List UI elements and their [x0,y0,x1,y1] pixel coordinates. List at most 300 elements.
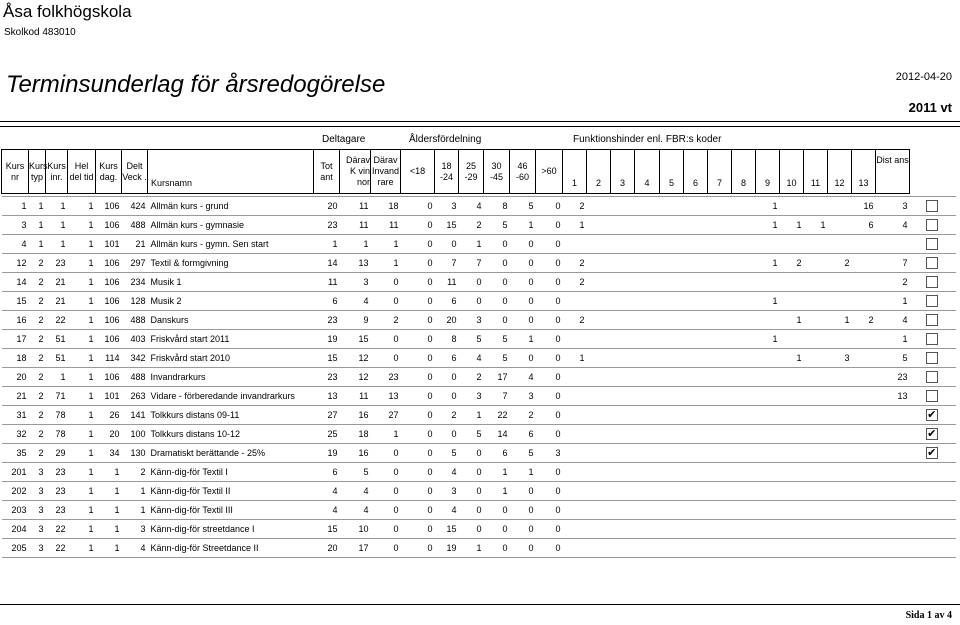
table-cell: 13 [314,387,340,406]
table-cell [635,197,660,216]
table-cell: 14 [484,425,510,444]
checkbox-empty-icon[interactable] [926,295,938,307]
table-cell [852,254,876,273]
table-cell: 1 [29,235,46,254]
school-name: Åsa folkhögskola [3,2,132,21]
table-cell: 0 [510,273,536,292]
table-cell [684,406,708,425]
table-cell [732,273,756,292]
table-cell: 4 [459,349,484,368]
table-cell [611,216,635,235]
table-cell [684,311,708,330]
checkbox-empty-icon[interactable] [926,276,938,288]
dist-cell [910,216,957,235]
table-cell: 2 [29,254,46,273]
table-cell: 202 [2,482,29,501]
course-table [1,149,956,558]
table-cell: 0 [371,292,401,311]
checkbox-empty-icon[interactable] [926,219,938,231]
table-cell [563,368,587,387]
table-cell: 4 [459,197,484,216]
table-cell: 1 [46,197,68,216]
table-cell: 203 [2,501,29,520]
table-cell [708,330,732,349]
dist-cell [910,387,957,406]
table-cell: 11 [340,387,371,406]
table-cell: 1 [122,482,148,501]
table-cell: 0 [536,425,563,444]
checkbox-empty-icon[interactable] [926,257,938,269]
table-cell [804,330,828,349]
table-cell: 0 [484,273,510,292]
table-cell: 1 [510,463,536,482]
col-delt-veck: Delt Veck . [122,150,148,194]
table-cell: 0 [536,406,563,425]
checkbox-checked-icon[interactable]: ✔ [927,447,937,459]
table-row [2,235,957,254]
table-cell: 0 [371,501,401,520]
table-cell: 3 [876,197,910,216]
table-cell [756,501,780,520]
checkbox-empty-icon[interactable] [926,371,938,383]
table-cell [828,425,852,444]
table-cell: 3 [340,273,371,292]
table-cell: 9 [340,311,371,330]
table-cell [708,368,732,387]
table-cell [587,425,611,444]
table-cell [635,292,660,311]
table-cell: 1 [68,292,96,311]
table-cell [660,425,684,444]
table-cell [732,197,756,216]
table-cell: 23 [46,463,68,482]
table-cell [708,425,732,444]
table-cell: 1 [510,330,536,349]
table-cell: 0 [510,235,536,254]
table-cell: 1 [780,349,804,368]
table-cell: 2 [29,349,46,368]
table-cell: 0 [401,292,435,311]
table-cell: 4 [435,463,459,482]
table-cell [708,406,732,425]
table-cell [660,349,684,368]
table-cell: 5 [510,444,536,463]
table-cell: 2 [29,368,46,387]
table-cell: 6 [510,425,536,444]
table-cell [732,387,756,406]
course-name-cell: Tolkkurs distans 10-12 [148,425,314,444]
table-cell [852,292,876,311]
table-cell [684,482,708,501]
table-cell: 0 [401,463,435,482]
table-cell: 8 [435,330,459,349]
table-cell [708,501,732,520]
table-cell [684,539,708,558]
table-cell [732,330,756,349]
table-cell [708,387,732,406]
table-cell [708,311,732,330]
table-row [2,444,957,463]
table-cell: 1 [96,539,122,558]
table-cell: 0 [536,311,563,330]
table-cell [732,216,756,235]
header-divider [0,121,960,122]
checkbox-empty-icon[interactable] [926,314,938,326]
course-name-cell: Textil & formgivning [148,254,314,273]
table-cell [828,197,852,216]
table-cell: 0 [401,311,435,330]
table-cell: 1 [122,501,148,520]
table-cell: 0 [401,368,435,387]
col-f13: 13 [852,150,876,194]
table-cell [635,482,660,501]
table-cell [635,235,660,254]
checkbox-empty-icon[interactable] [926,352,938,364]
table-cell: 424 [122,197,148,216]
table-cell: 4 [314,501,340,520]
table-cell [756,463,780,482]
table-cell [611,425,635,444]
table-cell: 0 [401,406,435,425]
table-cell: 0 [510,482,536,501]
table-cell: 100 [122,425,148,444]
table-cell: 5 [876,349,910,368]
table-cell: 0 [459,482,484,501]
table-cell [708,463,732,482]
table-cell: 3 [459,311,484,330]
table-cell [684,463,708,482]
table-cell: 0 [536,463,563,482]
checkbox-empty-icon[interactable] [926,390,938,402]
table-cell [756,444,780,463]
table-cell: 0 [371,444,401,463]
table-cell [756,406,780,425]
table-cell: 5 [510,197,536,216]
table-cell: 13 [340,254,371,273]
col-kurs-dag: Kurs dag. [96,150,122,194]
course-name-cell: Vidare - förberedande invandrarkurs [148,387,314,406]
table-cell [828,235,852,254]
table-cell [828,273,852,292]
table-cell: 0 [536,501,563,520]
table-cell [587,387,611,406]
table-row [2,292,957,311]
table-cell [660,254,684,273]
table-cell: 1 [68,254,96,273]
table-cell [587,273,611,292]
table-cell: 4 [876,216,910,235]
col-age-over-60: >60 [536,150,563,194]
table-cell [708,235,732,254]
table-row [2,349,957,368]
table-cell [611,311,635,330]
table-cell: 7 [484,387,510,406]
table-cell [876,406,910,425]
table-cell [732,292,756,311]
table-cell: 11 [435,273,459,292]
table-cell [780,387,804,406]
table-cell: 17 [340,539,371,558]
table-cell [611,349,635,368]
table-cell [635,406,660,425]
dist-cell [910,254,957,273]
table-cell [660,444,684,463]
table-cell: 27 [371,406,401,425]
table-cell [708,254,732,273]
col-tot-ant: Tot ant [314,150,340,194]
table-cell: 0 [536,273,563,292]
table-cell: 3 [459,387,484,406]
table-cell: 1 [96,501,122,520]
table-cell: 14 [2,273,29,292]
table-cell [852,349,876,368]
table-cell [611,482,635,501]
table-cell [563,387,587,406]
table-cell: 20 [2,368,29,387]
table-cell [852,368,876,387]
table-cell: 6 [314,292,340,311]
table-cell: 0 [484,520,510,539]
table-cell [635,349,660,368]
table-cell: 201 [2,463,29,482]
table-cell: 1 [46,216,68,235]
course-name-cell: Musik 1 [148,273,314,292]
table-cell: 34 [96,444,122,463]
table-cell [828,539,852,558]
table-cell [563,463,587,482]
table-cell: 5 [340,463,371,482]
table-cell: 0 [484,254,510,273]
table-cell [876,482,910,501]
course-rows [2,194,957,558]
table-cell [587,311,611,330]
dist-cell [910,482,957,501]
table-cell [635,273,660,292]
table-cell [732,311,756,330]
table-cell: 15 [314,520,340,539]
table-cell: 1 [68,273,96,292]
table-cell [852,273,876,292]
table-cell: 1 [780,216,804,235]
table-cell: 23 [314,368,340,387]
dist-cell [910,292,957,311]
table-cell [708,349,732,368]
table-cell [660,520,684,539]
table-cell [611,387,635,406]
table-cell [708,520,732,539]
table-cell [852,330,876,349]
table-cell: 16 [340,444,371,463]
course-name-cell: Musik 2 [148,292,314,311]
table-cell: 0 [401,254,435,273]
table-cell [587,216,611,235]
group-alder: Åldersfördelning [409,134,482,145]
table-cell: 2 [29,444,46,463]
table-cell: 2 [780,254,804,273]
table-cell: 2 [122,463,148,482]
table-cell [732,235,756,254]
table-cell: 7 [876,254,910,273]
table-cell: 0 [536,482,563,501]
table-cell: 11 [371,216,401,235]
table-cell: 1 [68,539,96,558]
table-cell: 1 [484,463,510,482]
table-cell [732,444,756,463]
table-cell: 2 [828,254,852,273]
table-cell [852,539,876,558]
col-f8: 8 [732,150,756,194]
table-cell [587,539,611,558]
table-cell [563,330,587,349]
table-cell: 106 [96,368,122,387]
table-cell [635,254,660,273]
course-name-cell: Tolkkurs distans 09-11 [148,406,314,425]
table-row [2,273,957,292]
table-cell: 5 [459,425,484,444]
table-cell: 4 [876,311,910,330]
table-cell: 4 [314,482,340,501]
table-cell: 1 [29,216,46,235]
table-cell [780,235,804,254]
table-cell: 4 [435,501,459,520]
col-darav-kvinnor: Därav K vin nor [340,150,371,194]
table-cell: 14 [314,254,340,273]
table-cell: 31 [2,406,29,425]
table-cell: 6 [435,349,459,368]
table-cell: 1 [563,216,587,235]
table-cell: 0 [510,501,536,520]
table-cell: 2 [563,273,587,292]
table-cell [563,520,587,539]
table-cell [708,216,732,235]
table-cell: 0 [459,501,484,520]
table-cell [684,235,708,254]
table-row [2,368,957,387]
table-cell: 19 [314,444,340,463]
table-cell: 1 [371,235,401,254]
table-cell: 0 [459,444,484,463]
table-cell: 0 [371,539,401,558]
table-cell: 21 [46,273,68,292]
table-cell: 0 [484,292,510,311]
table-cell: 0 [401,216,435,235]
table-cell: 10 [340,520,371,539]
table-cell [635,539,660,558]
table-cell: 17 [484,368,510,387]
table-cell: 1 [756,216,780,235]
table-cell [587,406,611,425]
table-cell: 3 [29,463,46,482]
table-row [2,539,957,558]
table-cell: 4 [2,235,29,254]
table-cell: 18 [371,197,401,216]
table-cell: 128 [122,292,148,311]
table-cell: 1 [68,197,96,216]
table-cell: 1 [371,254,401,273]
table-cell [684,501,708,520]
checkbox-checked-icon[interactable]: ✔ [927,428,937,440]
table-cell [563,482,587,501]
table-cell [828,501,852,520]
table-cell [780,406,804,425]
table-cell: 1 [756,254,780,273]
table-cell: 5 [484,349,510,368]
table-cell: 20 [314,539,340,558]
table-cell [780,197,804,216]
table-row [2,311,957,330]
table-cell [587,463,611,482]
table-cell [732,349,756,368]
table-cell [587,501,611,520]
table-cell: 78 [46,425,68,444]
table-cell: 1 [68,387,96,406]
table-cell: 0 [510,311,536,330]
table-cell: 2 [510,406,536,425]
table-cell: 1 [510,216,536,235]
col-kurs-inr: Kurs inr. [46,150,68,194]
table-cell [684,387,708,406]
table-cell: 0 [536,349,563,368]
table-cell [684,368,708,387]
table-row [2,216,957,235]
table-cell [804,254,828,273]
table-cell: 6 [852,216,876,235]
table-cell: 12 [340,349,371,368]
table-cell: 0 [371,463,401,482]
table-cell: 1 [68,368,96,387]
table-row [2,387,957,406]
table-cell: 0 [484,235,510,254]
table-cell: 0 [536,216,563,235]
col-f7: 7 [708,150,732,194]
table-cell [876,235,910,254]
table-cell: 1 [756,330,780,349]
dist-cell [910,425,957,444]
course-name-cell: Invandrarkurs [148,368,314,387]
col-f4: 4 [635,150,660,194]
table-cell: 0 [401,425,435,444]
table-cell [756,349,780,368]
table-cell [804,197,828,216]
table-cell: 0 [536,292,563,311]
table-row [2,330,957,349]
checkbox-empty-icon[interactable] [926,238,938,250]
table-cell [804,349,828,368]
checkbox-checked-icon[interactable]: ✔ [927,409,937,421]
table-cell [828,368,852,387]
table-cell: 0 [401,235,435,254]
table-cell: 16 [340,406,371,425]
table-cell [732,406,756,425]
table-cell: 1 [68,482,96,501]
col-kurs-typ: Kurs typ [29,150,46,194]
col-f6: 6 [684,150,708,194]
table-cell [611,273,635,292]
table-cell: 263 [122,387,148,406]
checkbox-empty-icon[interactable] [926,200,938,212]
table-cell: 1 [68,463,96,482]
table-cell [756,273,780,292]
table-row [2,254,957,273]
table-cell: 1 [68,235,96,254]
table-cell [708,273,732,292]
checkbox-empty-icon[interactable] [926,333,938,345]
table-cell: 2 [852,311,876,330]
table-cell [804,273,828,292]
table-cell: 1 [459,539,484,558]
table-cell: 0 [401,387,435,406]
table-cell [611,501,635,520]
